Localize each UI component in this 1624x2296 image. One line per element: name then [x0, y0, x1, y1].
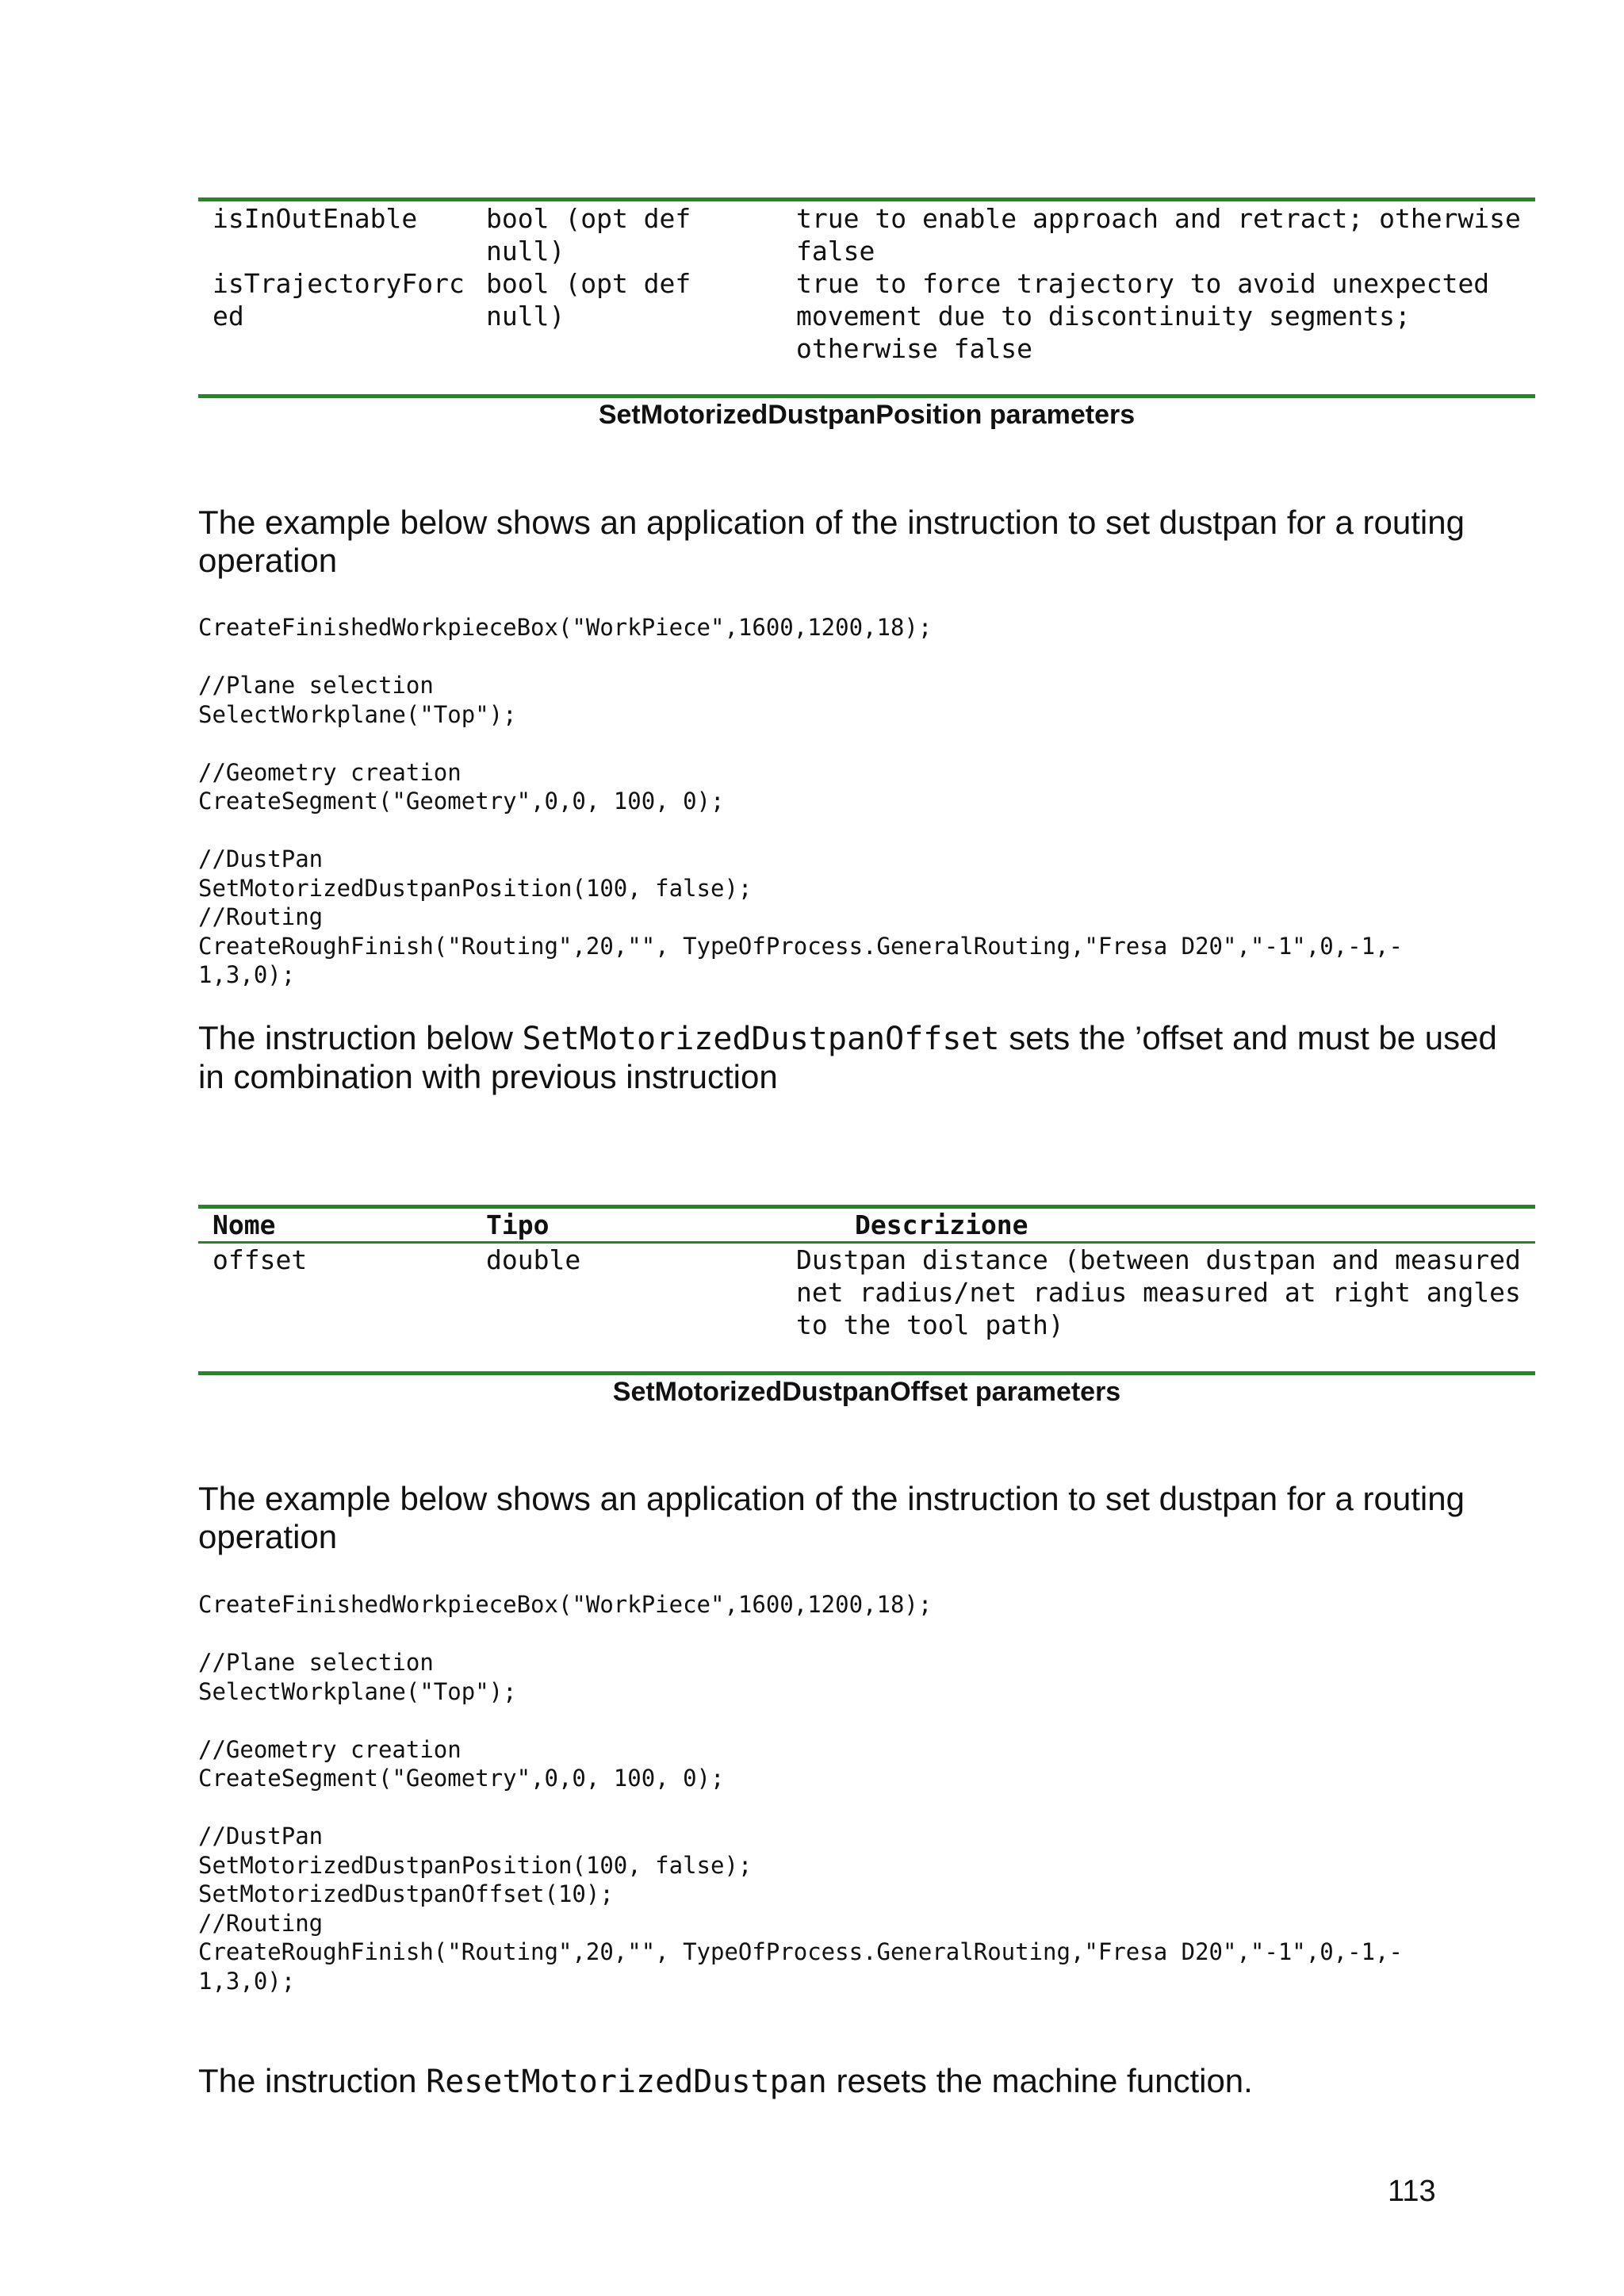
- page-number: 113: [1388, 2175, 1436, 2208]
- table1-row2-type: bool (opt def null): [486, 268, 691, 332]
- table2-header-type: Tipo: [486, 1209, 550, 1240]
- table1-row2-desc: true to force trajectory to avoid unexpected movement due to discontinuity segments; otherwise false: [796, 268, 1490, 364]
- offset-paragraph-lead-text: The instruction below: [198, 1019, 523, 1056]
- table2-row1-desc: Dustpan distance (between dustpan and measured net radius/net radius measured at right angles to the tool path): [796, 1244, 1521, 1340]
- table2-caption: SetMotorizedDustpanOffset parameters: [612, 1377, 1121, 1407]
- table2-row1-type: double: [486, 1244, 581, 1275]
- reset-instruction-paragraph: [198, 2062, 1530, 2101]
- reset-paragraph-lead-text: The instruction: [198, 2062, 427, 2099]
- table2-header-desc: Descrizione: [855, 1209, 1028, 1240]
- table2-header-name: Nome: [213, 1209, 276, 1240]
- example-intro-paragraph-1: The example below shows an application of the instruction to set dustpan for a routing operation: [198, 504, 1465, 579]
- offset-instruction-paragraph: [198, 1019, 1530, 1096]
- table1-bottom-rule: [198, 394, 1535, 398]
- table1-row1-type: bool (opt def null): [486, 203, 691, 266]
- offset-paragraph-tail-text: sets the ’offset and must be used in combination with previous instruction: [198, 1019, 1497, 1095]
- table1-row2-name: isTrajectoryForc ed: [213, 268, 465, 332]
- code-example-2: CreateFinishedWorkpieceBox("WorkPiece",1600,1200,18); //Plane selection SelectWorkplane("Top"); //Geometry creation CreateSegment("Geometry",0,0, 100, 0); //DustPan SetMotorizedDustpanPosition(100, false); SetMotorizedDustpanOffset(10); //Routing CreateRoughFinish("Routing",20,"", TypeOfProcess.GeneralRouting,"Fresa D20","-1",0,-1,- 1,3,0);: [198, 1591, 1403, 1995]
- table1-caption: SetMotorizedDustpanPosition parameters: [598, 400, 1136, 430]
- table2-row1-name: offset: [213, 1244, 308, 1275]
- table2-bottom-rule: [198, 1371, 1535, 1375]
- table1-top-rule: [198, 197, 1535, 201]
- table1-row1-desc: true to enable approach and retract; otherwise false: [796, 203, 1521, 266]
- reset-paragraph-tail-text: resets the machine function.: [826, 2062, 1253, 2099]
- code-example-1: CreateFinishedWorkpieceBox("WorkPiece",1600,1200,18); //Plane selection SelectWorkplane("Top"); //Geometry creation CreateSegment("Geometry",0,0, 100, 0); //DustPan SetMotorizedDustpanPosition(100, false); //Routing CreateRoughFinish("Routing",20,"", TypeOfProcess.GeneralRouting,"Fresa D20","-1",0,-1,- 1,3,0);: [198, 614, 1403, 988]
- example-intro-paragraph-2: The example below shows an application of the instruction to set dustpan for a routing operation: [198, 1480, 1465, 1555]
- reset-instruction-code: ResetMotorizedDustpan: [426, 2064, 827, 2100]
- table1-row1-name: isInOutEnable: [213, 203, 418, 234]
- offset-instruction-code: SetMotorizedDustpanOffset: [522, 1021, 1000, 1057]
